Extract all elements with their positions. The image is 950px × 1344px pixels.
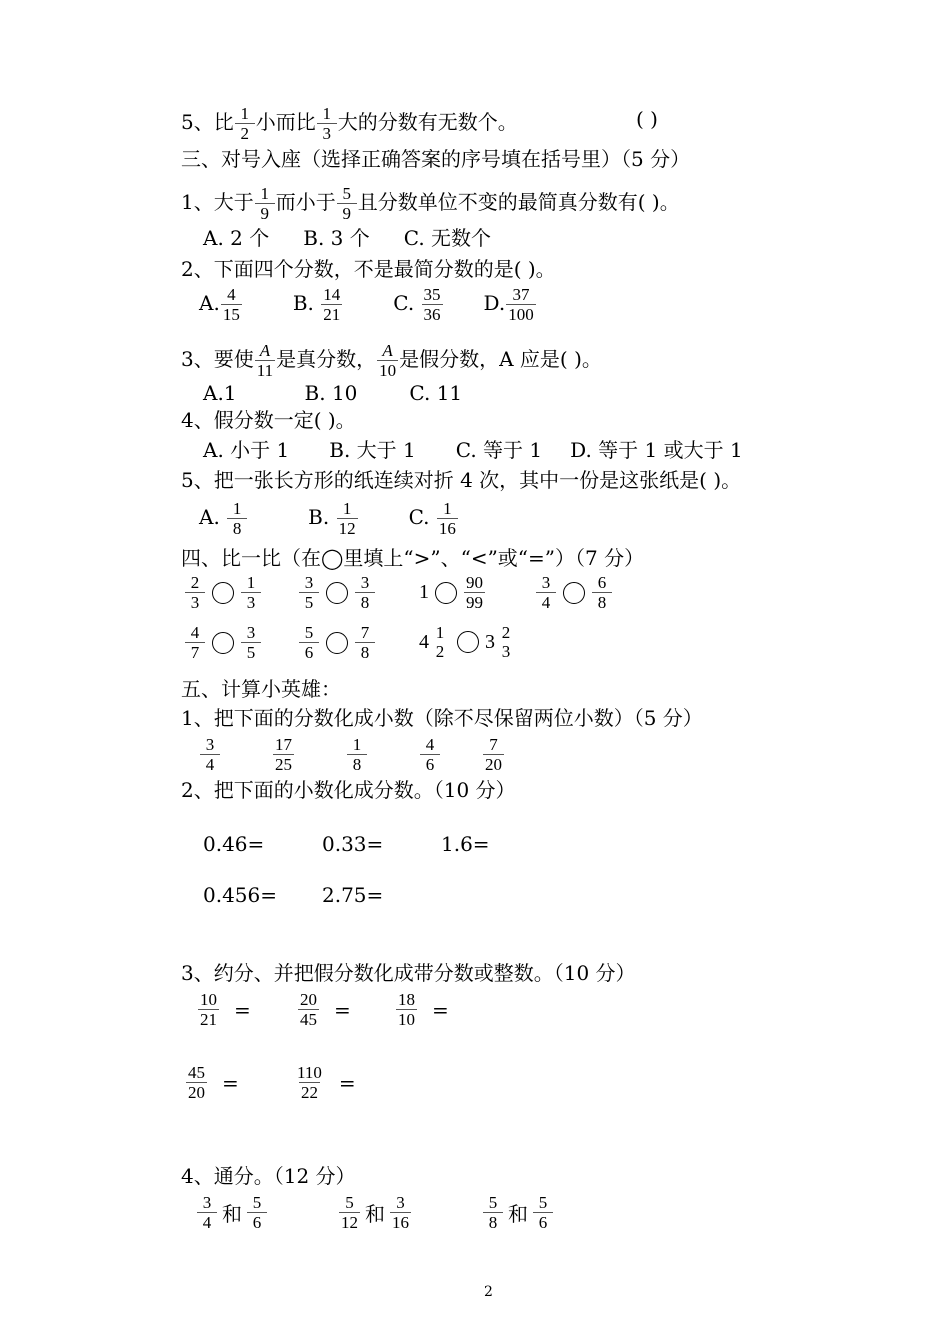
compare-item: 1 90 99 (419, 573, 483, 612)
section-3-title: 三、对号入座（选择正确答案的序号填在括号里）（5 分） (181, 147, 691, 171)
option-d[interactable]: D. $\frac{37}{100}$ (483, 284, 534, 324)
judge-question-5: 5、比 $\frac{1}{2}$ 小而比 $\frac{1}{3}$ 大的分数有无数个。 (181, 104, 518, 143)
s5-question-2: 2、把下面的小数化成分数。（10 分） (181, 778, 516, 802)
option-c[interactable]: C. 等于 1 (455, 438, 543, 462)
option-b[interactable]: B. 3 个 (303, 226, 370, 250)
reduce-item: $\frac{45}{20}$ = (188, 1063, 239, 1102)
section-4-title: 四、比一比（在◯里填上“>”、“<”或“=”）（7 分） (181, 546, 645, 570)
s5-question-1: 1、把下面的分数化成小数（除不尽保留两位小数）（5 分） (181, 706, 703, 730)
compare-item: 3 5 3 8 (298, 573, 376, 612)
compare-item: 5 6 7 8 (298, 623, 376, 662)
fraction: 17 25 (275, 734, 292, 774)
compare-item: 2 3 1 3 (184, 573, 262, 612)
s5-q1-fractions (199, 733, 505, 775)
compare-circle[interactable] (326, 582, 348, 604)
compare-circle[interactable] (435, 582, 457, 604)
s3-question-4: 4、假分数一定( )。 (181, 408, 356, 432)
decimal-item: 0.46= (203, 832, 265, 856)
fraction: 4 6 (420, 735, 440, 774)
decimal-item: 2.75= (322, 883, 384, 907)
s3-question-2: 2、下面四个分数，不是最简分数的是( )。 (181, 257, 556, 281)
s3-q3-options (203, 380, 496, 406)
s5-question-3: 3、约分、并把假分数化成带分数或整数。（10 分） (181, 961, 636, 985)
fraction: $\frac{1}{3}$ (317, 104, 337, 143)
option-a[interactable]: A. 小于 1 (203, 438, 290, 462)
compare-item: 4 7 3 5 (184, 623, 262, 662)
decimal-item: 1.6= (441, 832, 490, 856)
option-b[interactable]: B. $\frac{14}{21}$ (292, 284, 341, 324)
fraction: $\frac{A}{11}$ (256, 341, 274, 380)
option-a[interactable]: A. $\frac{4}{15}$ (199, 284, 240, 324)
section-5-title: 五、计算小英雄： (181, 677, 341, 701)
s5-question-4: 4、通分。（12 分） (181, 1164, 356, 1188)
fraction: 3 4 (200, 735, 220, 774)
page-number: 2 (484, 1284, 493, 1300)
option-b[interactable]: B. $\frac{1}{12}$ (308, 498, 356, 538)
compare-circle[interactable] (212, 582, 234, 604)
option-d[interactable]: D. 等于 1 或大于 1 (570, 438, 743, 462)
fraction: $\frac{5}{9}$ (337, 184, 357, 223)
s3-question-1: 1、大于 $\frac{1}{9}$ 而小于 $\frac{5}{9}$ 且分数单位不变的最简真分数有( )。 (181, 184, 680, 223)
answer-paren[interactable]: ( ) (636, 107, 658, 131)
compare-circle[interactable] (457, 631, 479, 653)
compare-circle[interactable] (563, 582, 585, 604)
fraction: $\frac{1}{2}$ (235, 104, 255, 143)
fraction: 7 20 (485, 734, 502, 774)
s3-q1-options (203, 225, 525, 251)
option-c[interactable]: C. 无数个 (403, 226, 492, 250)
option-b[interactable]: B. 10 (304, 381, 358, 405)
s3-q5-options (199, 496, 459, 540)
common-denominator-item: 5 8 和 5 6 (482, 1193, 554, 1232)
compare-item: 3 4 6 8 (535, 573, 613, 612)
s3-q2-options (199, 282, 537, 326)
fraction: $\frac{A}{10}$ (379, 341, 397, 380)
decimal-item: 0.33= (322, 832, 384, 856)
common-denominator-item: 3 4 和 5 6 (196, 1193, 268, 1232)
compare-item: 4 1 2 3 2 3 (419, 623, 511, 661)
option-a[interactable]: A. $\frac{1}{8}$ (199, 499, 248, 538)
s3-question-5: 5、把一张长方形的纸连续对折 4 次，其中一份是这张纸是( )。 (181, 468, 742, 492)
reduce-item: $\frac{18}{10}$ = (398, 990, 449, 1029)
option-c[interactable]: C. 11 (409, 381, 463, 405)
option-a[interactable]: A. 2 个 (203, 226, 270, 250)
fraction: $\frac{1}{9}$ (255, 184, 275, 223)
option-c[interactable]: C. $\frac{35}{36}$ (393, 284, 441, 324)
option-b[interactable]: B. 大于 1 (329, 438, 416, 462)
reduce-item: $\frac{20}{45}$ = (300, 990, 351, 1029)
common-denominator-item: 5 12 和 3 16 (341, 1193, 409, 1232)
fraction: 1 8 (347, 735, 367, 774)
s3-q4-options (203, 437, 777, 463)
option-c[interactable]: C. $\frac{1}{16}$ (408, 498, 456, 538)
compare-circle[interactable] (212, 632, 234, 654)
decimal-item: 0.456= (203, 883, 278, 907)
option-a[interactable]: A.1 (203, 381, 237, 405)
compare-circle[interactable] (326, 632, 348, 654)
reduce-item: $\frac{110}{22}$ = (297, 1063, 356, 1102)
reduce-item: $\frac{10}{21}$ = (200, 990, 251, 1029)
s3-question-3: 3、要使 $\frac{A}{11}$ 是真分数， $\frac{A}{10}$ 是假分数，A 应是( )。 (181, 341, 602, 380)
